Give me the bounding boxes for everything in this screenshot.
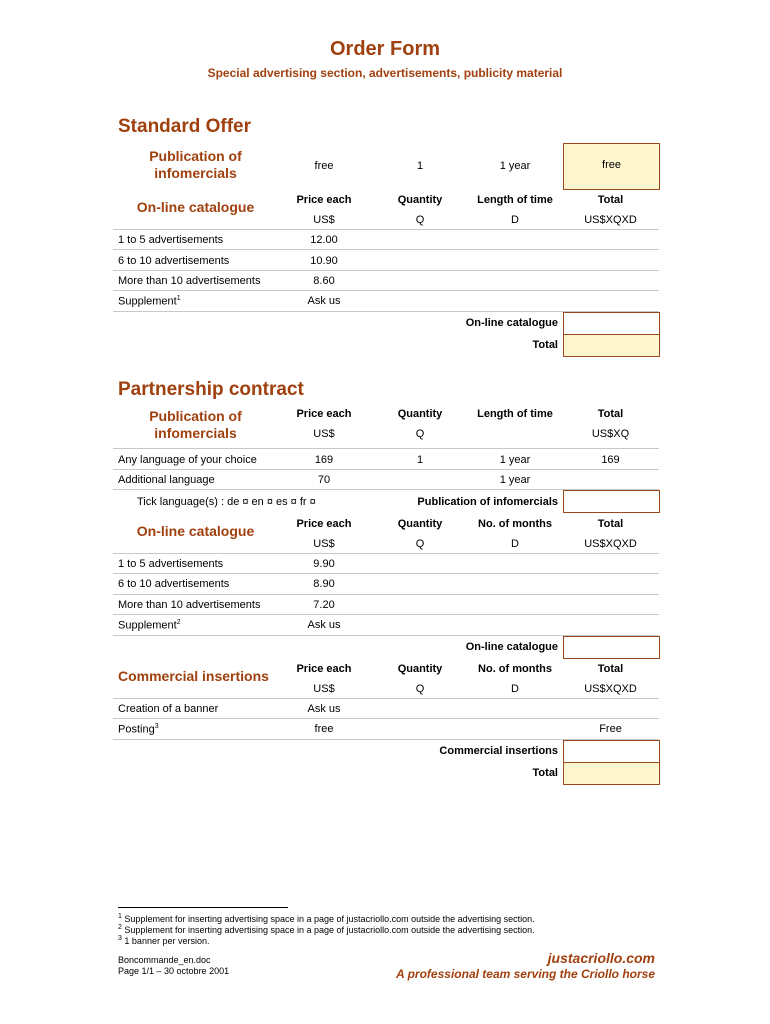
commercial-unit-qty: Q (415, 683, 425, 695)
partnership-pub-row-time: 1 year (499, 454, 531, 466)
standard-unit-total: US$XQXD (584, 214, 637, 226)
standard-pub-total-box[interactable] (563, 143, 660, 190)
standard-row-label: 6 to 10 advertisements (118, 255, 230, 267)
posting-price: free (314, 723, 334, 735)
divider (113, 553, 659, 554)
divider (113, 448, 659, 449)
page-subtitle: Special advertising section, advertisements, publicity material (207, 66, 563, 80)
standard-offer-heading: Standard Offer (118, 116, 252, 137)
commercial-heading: Commercial insertions (118, 668, 269, 684)
partnership-total-label: Total (532, 767, 558, 779)
partnership-online-col-price: Price each (296, 518, 352, 530)
commercial-sum-box[interactable] (563, 740, 660, 763)
standard-unit-price: US$ (313, 214, 335, 226)
commercial-unit-price: US$ (313, 683, 335, 695)
partnership-pub-row-label: Any language of your choice (118, 454, 257, 466)
posting-total: Free (599, 723, 622, 735)
divider (113, 229, 659, 230)
footnote: $^1$ Supplement for inserting advertising space in a page of justacriollo.com outside the advertising section. (118, 913, 535, 924)
divider (113, 290, 659, 291)
commercial-col-qty: Quantity (397, 663, 443, 675)
divider (113, 698, 659, 699)
standard-pub-qty: 1 (416, 160, 424, 172)
divider (113, 469, 659, 470)
commercial-col-months: No. of months (478, 663, 552, 675)
partnership-pub-row-qty: 1 (416, 454, 424, 466)
partnership-pub-sum-box[interactable] (563, 490, 660, 513)
partnership-unit-price: US$ (313, 428, 335, 440)
standard-unit-qty: Q (415, 214, 425, 226)
divider (113, 614, 659, 615)
posting-label: Posting$^3$ (118, 723, 159, 736)
standard-online-sum-label: On-line catalogue (465, 317, 558, 329)
standard-col-price: Price each (296, 194, 352, 206)
partnership-pub-row-total: 169 (601, 454, 620, 466)
divider (113, 573, 659, 574)
footnote: $^3$ 1 banner per version. (118, 935, 210, 946)
divider (113, 594, 659, 595)
partnership-col-qty: Quantity (397, 408, 443, 420)
partnership-online-col-qty: Quantity (397, 518, 443, 530)
partnership-online-unit-total: US$XQXD (584, 538, 637, 550)
commercial-col-price: Price each (296, 663, 352, 675)
partnership-online-unit-months: D (511, 538, 519, 550)
partnership-supplement-label: Supplement$^2$ (118, 619, 181, 632)
standard-online-heading: On-line catalogue (136, 199, 255, 215)
partnership-online-sum-label: On-line catalogue (465, 641, 558, 653)
partnership-heading: Partnership contract (118, 379, 304, 400)
standard-col-time: Length of time (477, 194, 553, 206)
partnership-col-time: Length of time (477, 408, 553, 420)
partnership-col-price: Price each (296, 408, 352, 420)
partnership-online-heading: On-line catalogue (136, 523, 255, 539)
standard-row-label: More than 10 advertisements (118, 275, 261, 287)
divider (113, 249, 659, 250)
standard-pub-time: 1 year (499, 160, 531, 172)
page-title: Order Form (329, 38, 441, 60)
banner-label: Creation of a banner (118, 703, 219, 715)
standard-row-price: 12.00 (310, 234, 338, 246)
partnership-unit-qty: Q (415, 428, 425, 440)
standard-total-label: Total (532, 339, 558, 351)
partnership-online-unit-price: US$ (313, 538, 335, 550)
partnership-online-row-label: 6 to 10 advertisements (118, 578, 230, 590)
standard-col-qty: Quantity (397, 194, 443, 206)
footnote: $^2$ Supplement for inserting advertising space in a page of justacriollo.com outside the advertising section. (118, 924, 535, 935)
footnote-separator (118, 907, 288, 908)
footer-tagline: A professional team serving the Criollo horse (396, 967, 655, 981)
standard-row-price: 10.90 (310, 255, 338, 267)
standard-supplement-label: Supplement$^1$ (118, 295, 181, 308)
partnership-online-row-price: 9.90 (313, 558, 335, 570)
partnership-online-unit-qty: Q (415, 538, 425, 550)
standard-pub-heading: Publication of infomercials (149, 148, 242, 181)
partnership-online-row-price: 8.90 (313, 578, 335, 590)
partnership-online-col-months: No. of months (478, 518, 552, 530)
partnership-online-col-total: Total (597, 518, 624, 530)
partnership-online-row-label: 1 to 5 advertisements (118, 558, 224, 570)
partnership-pub-row-price: 169 (314, 454, 334, 466)
divider (113, 270, 659, 271)
commercial-unit-months: D (511, 683, 519, 695)
standard-supplement-price: Ask us (307, 295, 341, 307)
standard-total-box[interactable] (563, 334, 660, 357)
standard-pub-total: free (602, 159, 621, 171)
footer-page: Page 1/1 – 30 octobre 2001 (118, 966, 230, 976)
commercial-sum-label: Commercial insertions (439, 745, 558, 757)
standard-unit-time: D (511, 214, 519, 226)
partnership-online-row-label: More than 10 advertisements (118, 599, 261, 611)
partnership-col-total: Total (597, 408, 624, 420)
commercial-col-total: Total (597, 663, 624, 675)
commercial-unit-total: US$XQXD (584, 683, 637, 695)
partnership-pub-heading: Publication of infomercials (149, 408, 242, 441)
footer-site: justacriollo.com (547, 950, 655, 966)
standard-row-label: 1 to 5 advertisements (118, 234, 224, 246)
language-tick-line[interactable]: Tick language(s) : de ¤ en ¤ es ¤ fr ¤ (137, 496, 316, 508)
partnership-supplement-price: Ask us (307, 619, 341, 631)
standard-pub-price: free (314, 160, 334, 172)
banner-price: Ask us (307, 703, 341, 715)
divider (113, 718, 659, 719)
partnership-online-sum-box[interactable] (563, 636, 660, 659)
partnership-total-box[interactable] (563, 762, 660, 785)
partnership-pub-row-label: Additional language (118, 474, 215, 486)
standard-col-total: Total (597, 194, 624, 206)
footer-filename: Boncommande_en.doc (118, 955, 211, 965)
partnership-unit-total: US$XQ (591, 428, 630, 440)
partnership-online-row-price: 7.20 (313, 599, 335, 611)
standard-online-sum-box[interactable] (563, 312, 660, 335)
standard-row-price: 8.60 (313, 275, 335, 287)
partnership-pub-sum-label: Publication of infomercials (417, 496, 558, 508)
partnership-pub-row-time: 1 year (499, 474, 531, 486)
partnership-pub-row-price: 70 (317, 474, 331, 486)
